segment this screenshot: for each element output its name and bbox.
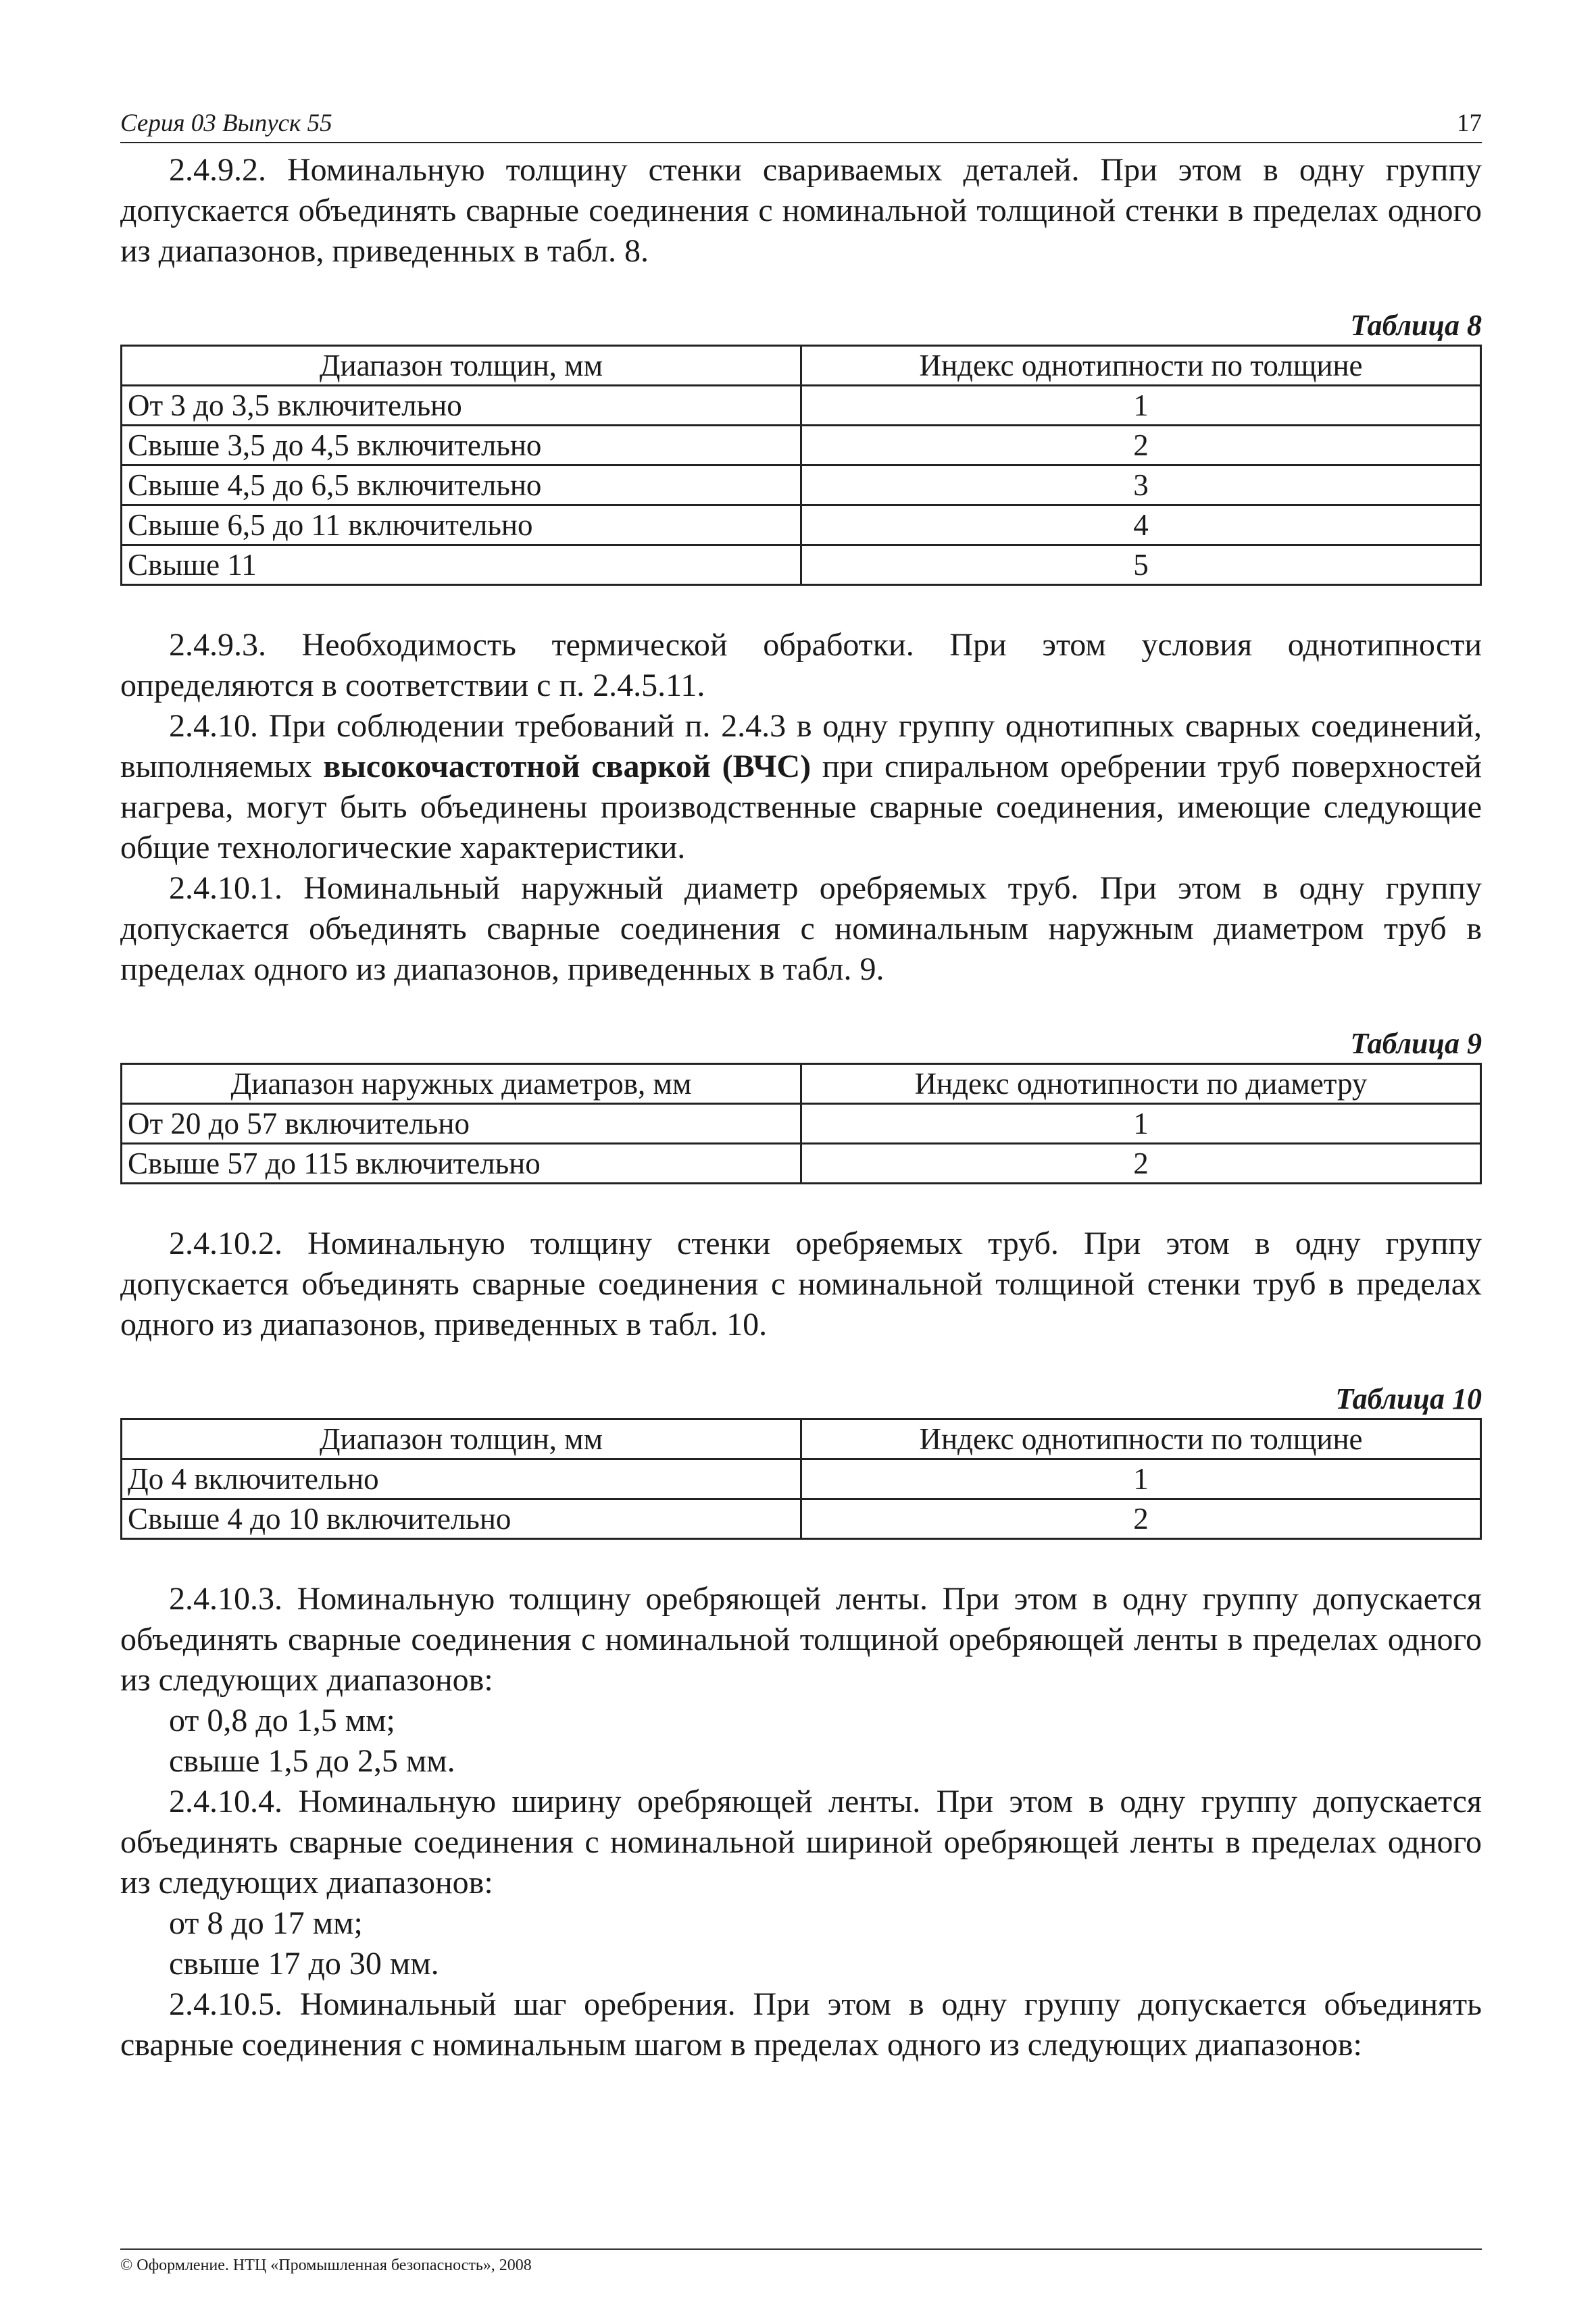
table-cell: Свыше 4 до 10 включительно (122, 1499, 801, 1539)
paragraph-2-4-10-1: 2.4.10.1. Номинальный наружный диаметр оребряемых труб. При этом в одну группу допускается объединять сварные соединения с номинальным наружным диаметром труб в пределах одного из диапазонов, приведенных в табл. 9. (120, 870, 1482, 987)
table-header-cell: Индекс однотипности по диаметру (801, 1064, 1481, 1104)
table-cell: От 3 до 3,5 включительно (122, 386, 801, 426)
table-row (122, 1144, 1481, 1184)
table-cell: Свыше 11 (122, 545, 801, 585)
paragraph-2-4-10-3: 2.4.10.3. Номинальную толщину оребряющей ленты. При этом в одну группу допускается объединять сварные соединения с номинальной толщиной оребряющей ленты в пределах одного из следующих диапазонов: (120, 1581, 1482, 1698)
table-8 (120, 345, 1482, 586)
bold-term: высокочастотной сваркой (ВЧС) (323, 749, 812, 784)
table-cell: Свыше 57 до 115 включительно (122, 1144, 801, 1184)
paragraph-2-4-10-5: 2.4.10.5. Номинальный шаг оребрения. При этом в одну группу допускается объединять сварные соединения с номинальным шагом в пределах одного из следующих диапазонов: (120, 1986, 1482, 2063)
table-row (122, 545, 1481, 585)
table-cell: Свыше 3,5 до 4,5 включительно (122, 426, 801, 466)
copyright-text: © Оформление. НТЦ «Промышленная безопасность», 2008 (120, 2257, 532, 2274)
table-header-cell: Диапазон наружных диаметров, мм (122, 1064, 801, 1104)
table-header-cell: Индекс однотипности по толщине (801, 346, 1481, 386)
table-cell: 3 (801, 466, 1481, 505)
paragraph-2-4-10-4: 2.4.10.4. Номинальную ширину оребряющей ленты. При этом в одну группу допускается объединять сварные соединения с номинальной шириной оребряющей ленты в пределах одного из следующих диапазонов: (120, 1784, 1482, 1901)
table-cell: До 4 включительно (122, 1459, 801, 1499)
paragraph-2-4-9-3: 2.4.9.3. Необходимость термической обработки. При этом условия однотипности определяются в соответствии с п. 2.4.5.11. (120, 627, 1482, 703)
table-cell: 2 (801, 1144, 1481, 1184)
table-9 (120, 1063, 1482, 1184)
paragraph-2-4-9-2: 2.4.9.2. Номинальную толщину стенки свариваемых деталей. При этом в одну группу допускается объединять сварные соединения с номинальной толщиной стенки в пределах одного из диапазонов, приведенных в табл. 8. (120, 152, 1482, 269)
table-row (122, 1499, 1481, 1539)
paragraph-text: 2.4.10. При соблюдении требований п. 2.4.3 в одну группу однотипных сварных соединений, выполняемых (120, 708, 1482, 784)
table-cell: 1 (801, 386, 1481, 426)
table-row (122, 426, 1481, 466)
table-cell: 5 (801, 545, 1481, 585)
table-header-row (122, 1064, 1481, 1104)
table-cell: 4 (801, 505, 1481, 545)
page-number: 17 (1457, 109, 1482, 137)
table-10 (120, 1418, 1482, 1540)
table-cell: 2 (801, 426, 1481, 466)
list-item: от 0,8 до 1,5 мм; (169, 1703, 395, 1738)
table-cell: Свыше 4,5 до 6,5 включительно (122, 466, 801, 505)
list-item: свыше 1,5 до 2,5 мм. (169, 1743, 455, 1779)
table-header-cell: Индекс однотипности по толщине (801, 1419, 1481, 1459)
table-header-row (122, 346, 1481, 386)
table-row (122, 1459, 1481, 1499)
table-row (122, 386, 1481, 426)
table-row (122, 466, 1481, 505)
page-footer (120, 2248, 1482, 2275)
series-title: Серия 03 Выпуск 55 (120, 109, 332, 137)
table-8-caption: Таблица 8 (1350, 309, 1482, 342)
paragraph-text: при спиральном оребрении труб поверхностей нагрева, могут быть объединены производственные сварные соединения, имеющие следующие общие технологические характеристики. (120, 749, 1482, 865)
document-page (120, 101, 1482, 2274)
paragraph-2-4-10 (120, 706, 1482, 868)
table-cell: От 20 до 57 включительно (122, 1104, 801, 1144)
table-cell: 1 (801, 1104, 1481, 1144)
table-row (122, 505, 1481, 545)
list-item: свыше 17 до 30 мм. (169, 1946, 439, 1982)
list-item: от 8 до 17 мм; (169, 1905, 363, 1941)
table-9-caption: Таблица 9 (1350, 1027, 1482, 1060)
table-row (122, 1104, 1481, 1144)
table-cell: 1 (801, 1459, 1481, 1499)
table-header-row (122, 1419, 1481, 1459)
table-10-caption: Таблица 10 (1335, 1382, 1482, 1415)
paragraph-2-4-10-2: 2.4.10.2. Номинальную толщину стенки оребряемых труб. При этом в одну группу допускается объединять сварные соединения с номинальной толщиной стенки труб в пределах одного из диапазонов, приведенных в табл. 10. (120, 1226, 1482, 1342)
table-header-cell: Диапазон толщин, мм (122, 346, 801, 386)
running-header (120, 101, 1482, 143)
table-cell: Свыше 6,5 до 11 включительно (122, 505, 801, 545)
table-header-cell: Диапазон толщин, мм (122, 1419, 801, 1459)
table-cell: 2 (801, 1499, 1481, 1539)
